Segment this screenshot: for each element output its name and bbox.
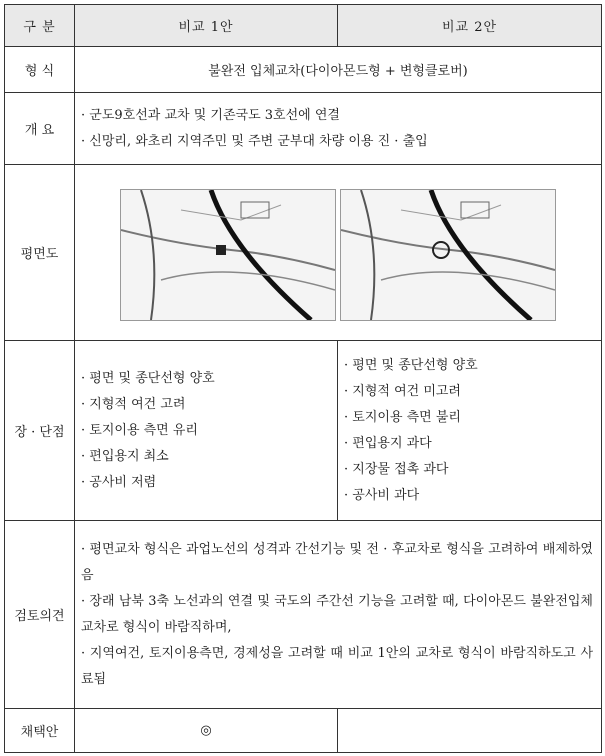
procon-item: · 토지이용 측면 불리 [344,409,461,425]
row-label-overview: 개 요 [5,93,75,165]
plan-map-option1 [120,189,336,321]
procon-item: · 평면 및 종단선형 양호 [344,357,478,373]
type-value: 불완전 입체교차(다이아몬드형 + 변형클로버) [75,47,602,93]
adopted-option1-mark: ◎ [75,709,338,753]
row-label-type: 형 식 [5,47,75,93]
procon-item: · 지형적 여건 미고려 [344,383,461,399]
header-label: 구 분 [5,5,75,47]
procon-item: · 공사비 저렴 [81,474,157,490]
row-label-review: 검토의견 [5,521,75,709]
adopted-option2-mark [338,709,602,753]
procon-option2 [338,341,602,521]
overview-item: · 신망리, 와초리 지역주민 및 주변 군부대 차량 이용 진 · 출입 [81,133,428,149]
header-option2: 비교 2안 [338,5,602,47]
review-para: · 장래 남북 3축 노선과의 연결 및 국도의 주간선 기능을 고려할 때, 다이아몬드 불완전입체교차로 형식이 바람직하며, [81,593,593,635]
procon-item: · 지장물 접촉 과다 [344,461,449,477]
procon-item: · 평면 및 종단선형 양호 [81,370,215,386]
row-label-procon: 장 · 단점 [5,341,75,521]
procon-item: · 편입용지 최소 [81,448,169,464]
procon-item: · 토지이용 측면 유리 [81,422,198,438]
procon-item: · 공사비 과다 [344,487,420,503]
plan-map-option2 [340,189,556,321]
procon-item: · 편입용지 과다 [344,435,432,451]
row-label-plan: 평면도 [5,165,75,341]
review-cell [75,521,602,709]
procon-option1 [75,341,338,521]
comparison-table [4,4,602,753]
review-para: · 평면교차 형식은 과업노선의 성격과 간선기능 및 전 · 후교차로 형식을 고려하여 배제하였음 [81,541,593,583]
review-para: · 지역여건, 토지이용측면, 경제성을 고려할 때 비교 1안의 교차로 형식이 바람직하도고 사료됨 [81,645,593,687]
row-label-adopted: 채택안 [5,709,75,753]
plan-cell [75,165,602,341]
overview-item: · 군도9호선과 교차 및 기존국도 3호선에 연결 [81,107,340,123]
procon-item: · 지형적 여건 고려 [81,396,186,412]
header-option1: 비교 1안 [75,5,338,47]
overview-cell [75,93,602,165]
